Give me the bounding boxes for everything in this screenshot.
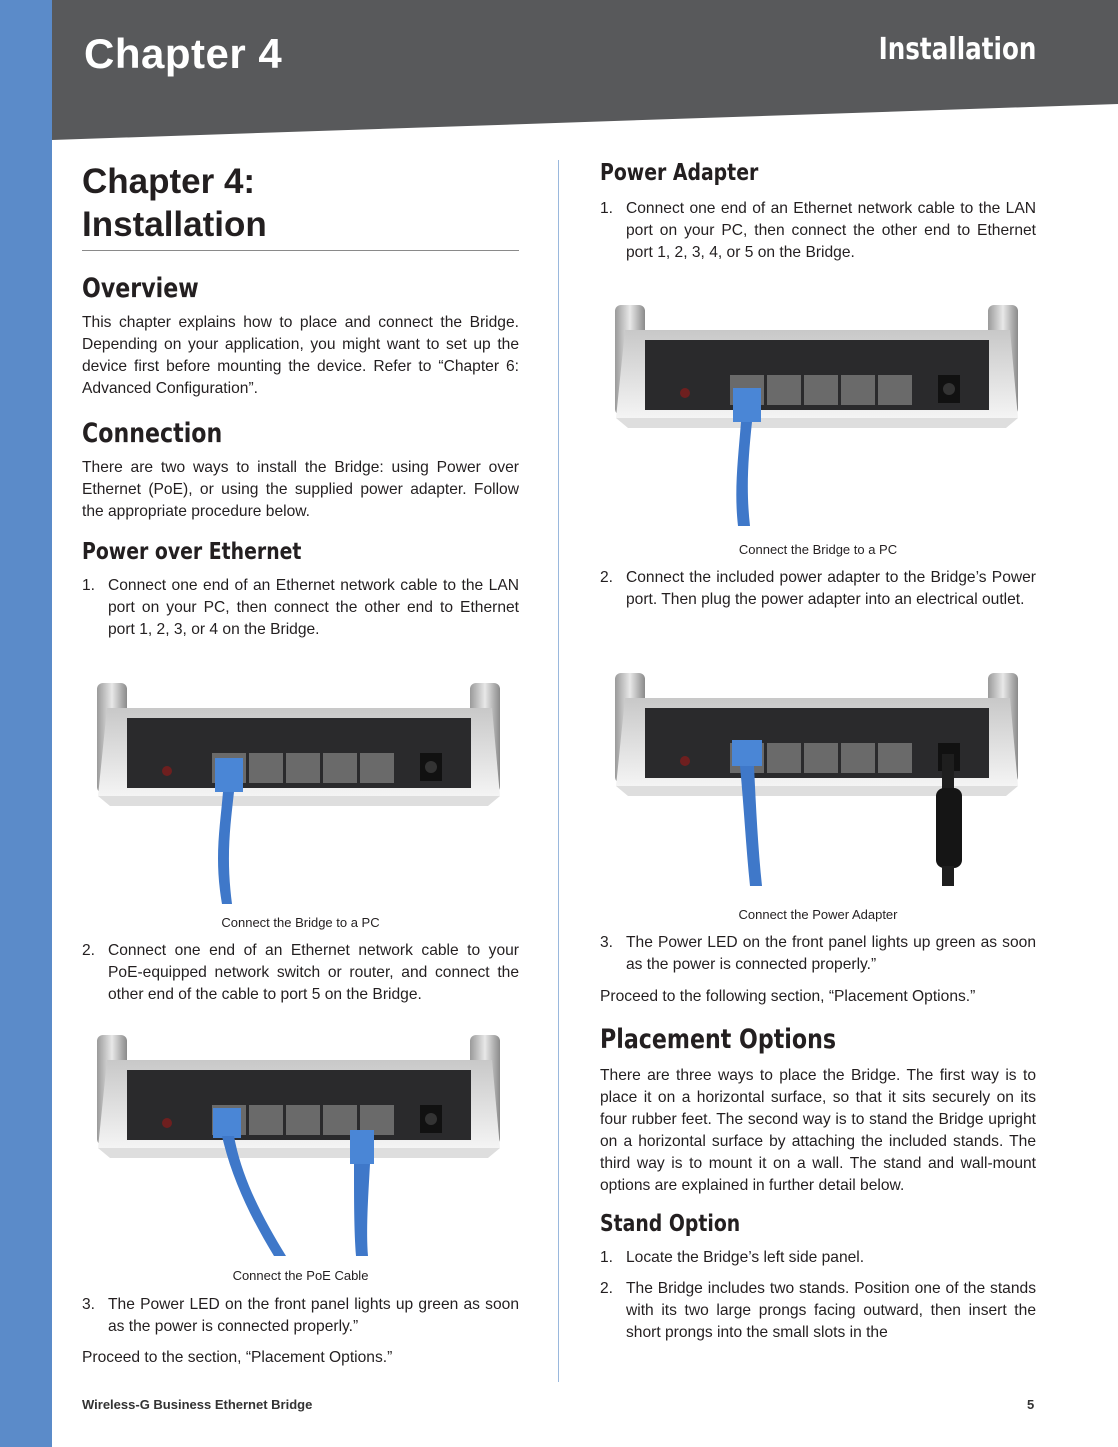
page-title-line2: Installation [82,205,267,244]
step-text: Locate the Bridge’s left side panel. [626,1249,865,1266]
stand-heading: Stand Option [600,1211,741,1237]
step-number: 3. [82,1296,96,1313]
adapter-step-3-block [600,932,1036,1344]
poe-step-3 [82,1294,519,1338]
stand-step-2 [600,1278,1036,1344]
step-number: 1. [82,577,96,594]
footer-page-number: 5 [1027,1397,1035,1412]
poe-step-1 [82,575,519,641]
page-title [82,160,519,251]
step-text: The Power LED on the front panel lights up green as soon as the power is connected properly.” [108,1296,519,1335]
bridge-photo-pc-connection [92,678,506,906]
photo-caption: Connect the Power Adapter [738,907,898,922]
step-number: 1. [600,200,614,217]
poe-step-3-block [82,1294,519,1369]
chapter-header [52,0,1118,140]
column-divider [558,160,559,1382]
poe-step-2-block [82,940,519,1006]
section-label: Installation [878,32,1036,67]
connection-text: There are two ways to install the Bridge: using Power over Ethernet (PoE), or using the supplied power adapter. Follow the appropriate procedure below. [82,459,519,520]
step-number: 2. [600,1280,614,1297]
power-adapter-heading: Power Adapter [600,160,759,186]
photo-caption: Connect the PoE Cable [232,1268,369,1283]
step-text: The Bridge includes two stands. Position one of the stands with its two large prongs facing outward, then insert the short prongs into the small slots in the [626,1280,1036,1341]
step-text: Connect one end of an Ethernet network cable to the LAN port on your PC, then connect the other end to Ethernet port 1, 2, 3, or 4 on the Bridge. [108,577,519,638]
step-text: Connect one end of an Ethernet network cable to your PoE-equipped network switch or router, and connect the other end of the cable to port 5 on the Bridge. [108,942,519,1003]
bridge-photo-power-adapter [610,668,1024,896]
proceed-text: Proceed to the following section, “Placement Options.” [600,988,976,1005]
chapter-label: Chapter 4 [84,30,283,77]
step-number: 1. [600,1249,614,1266]
photo-caption: Connect the Bridge to a PC [221,915,380,930]
proceed-text: Proceed to the section, “Placement Options.” [82,1349,393,1366]
poe-step-2 [82,940,519,1006]
step-number: 3. [600,934,614,951]
adapter-step-1 [600,198,1036,264]
footer-product-name: Wireless-G Business Ethernet Bridge [82,1397,313,1412]
step-text: Connect one end of an Ethernet network cable to the LAN port on your PC, then connect the other end to Ethernet port 1, 2, 3, 4, or 5 on the Bridge. [626,200,1036,261]
step-text: The Power LED on the front panel lights up green as soon as the power is connected properly.” [626,934,1036,973]
bridge-photo-pc-connection-right [610,300,1024,528]
bridge-photo-poe-cable [92,1030,506,1258]
step-text: Connect the included power adapter to the Bridge’s Power port. Then plug the power adapter into an electrical outlet. [626,569,1036,608]
left-column [82,160,519,641]
placement-text: There are three ways to place the Bridge. The first way is to place it on a horizontal surface, so that it sits securely on its four rubber feet. The second way is to stand the Bridge upright on a horizontal surface by attaching the included stands. The third way is to mount it on a wall. The stand and wall-mount options are explained in further detail below. [600,1067,1036,1194]
connection-heading: Connection [82,418,223,449]
stand-step-1 [600,1247,1036,1269]
photo-caption: Connect the Bridge to a PC [738,542,898,557]
right-column [600,160,1036,264]
page-title-line1: Chapter 4: [82,162,256,201]
poe-heading: Power over Ethernet [82,539,302,565]
step-number: 2. [82,942,96,959]
adapter-step-2-block [600,567,1036,611]
adapter-step-3 [600,932,1036,976]
overview-heading: Overview [82,273,199,304]
overview-text: This chapter explains how to place and connect the Bridge. Depending on your application, you might want to set up the device first before mounting the device. Refer to “Chapter 6: Advanced Configuration”. [82,314,519,397]
adapter-step-2 [600,567,1036,611]
placement-heading: Placement Options [600,1024,837,1055]
left-accent-strip [0,0,52,1447]
step-number: 2. [600,569,614,586]
